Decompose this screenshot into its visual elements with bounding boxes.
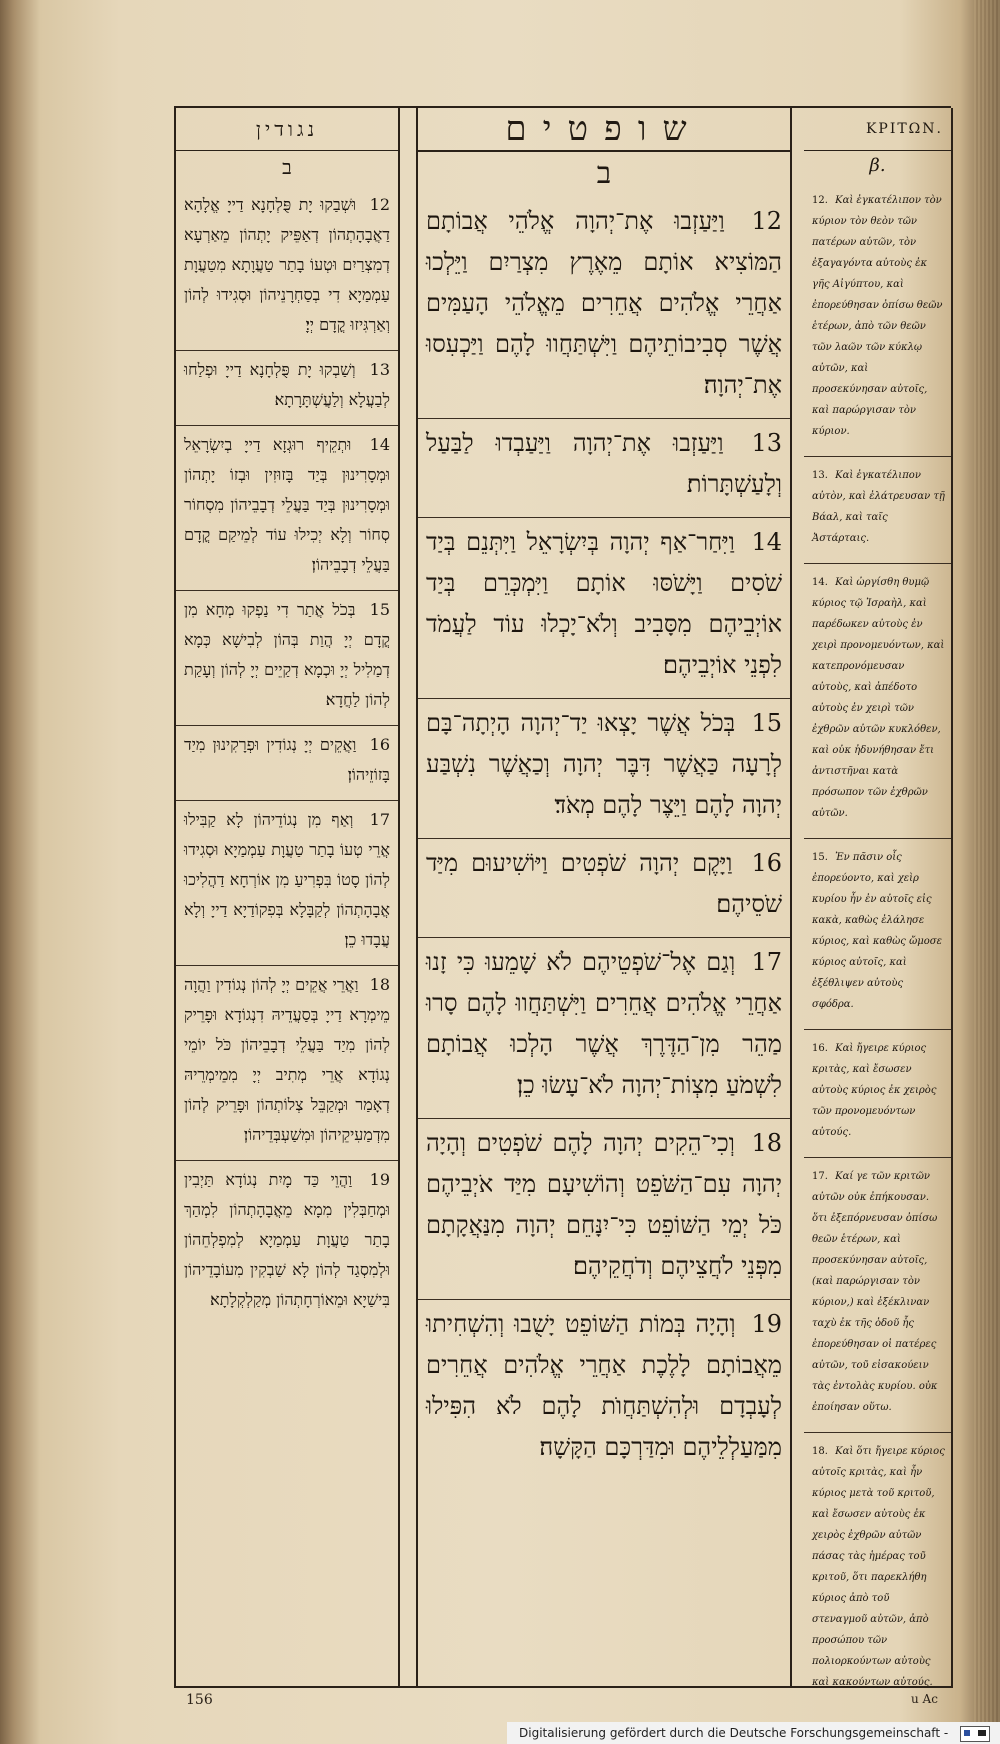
- targum-verse: [176, 186, 398, 351]
- hebrew-verse: [418, 839, 790, 938]
- hebrew-verse: [418, 938, 790, 1119]
- hebrew-verse-list: [418, 197, 790, 1480]
- greek-verse-text: Ἐν πᾶσιν οἷς ἐπορεύοντο, καὶ χεὶρ κυρίου ἦν ἐν αὐτοῖς εἰς κακὰ, καθὼς ἐλάλησε κύριος, καὶ καθὼς ὤμοσε κύριος αὐτοῖς, καὶ ἐξέθλιψεν αὐτοὺς σφόδρα.: [812, 852, 942, 1010]
- hebrew-verse: [418, 419, 790, 518]
- digitization-credit: [507, 1722, 1000, 1744]
- targum-verse-text: וַאֲקֵים יְיָ נְגוֹדִין וּפְרָקִינוּן מִיַד בָּזוֹזֵיהוֹן׃: [184, 735, 390, 784]
- greek-verse-text: Καὶ ὅτι ἤγειρε κύριος αὐτοῖς κριτὰς, καὶ ἦν κύριος μετὰ τοῦ κριτοῦ, καὶ ἔσωσεν αὐτοὺς ἐκ χειρὸς ἐχθρῶν αὐτῶν πάσας τὰς ἡμέρας τοῦ κριτοῦ, ὅτι παρεκλήθη κύριος ἀπὸ τοῦ στεναγμοῦ αὐτῶν, ἀπὸ προσώπου τῶν πολιορκούντων αὐτοὺς καὶ κακούντων αὐτούς.: [812, 1446, 945, 1688]
- targum-verse-text: וַהֲוֵי כַּד מָיִת נְגוֹדָא תַּיְבִין וּמְחַבְּלִין מִמָא מֵאֲבָהָתְהוֹן לִמְהַךְ בָתַר טַעֲוָת עַמְמַיָא לְמִפְלְחֵהוֹן וּלְמִסְגַד לְהוֹן לָא שַׁבְקִין מִעוֹבָדֵיהוֹן בִּישַׁיָא וּמֵאוֹרְחָתְהוֹן מְקַלְקְלָתָא׃: [184, 1170, 390, 1309]
- greek-verse: [804, 564, 951, 839]
- targum-verse-text: וְשַׁבְקוּ יָת פֻּלְחָנָא דַייָ וּפְלַחוּ לְבַעֲלָא וְלַעֲשְׁתָּרָתָא׃: [184, 360, 390, 409]
- greek-chapter-number: β.: [869, 155, 886, 176]
- hebrew-verse-text: וַיַּעַזְבוּ אֶת־יְהוָה וַיַּעַבְדוּ לַבַּעַל וְלָעַשְׁתָּרוֹת׃: [426, 429, 782, 498]
- hebrew-verse: [418, 518, 790, 699]
- greek-verse-text: Καί γε τῶν κριτῶν αὐτῶν οὐκ ἐπήκουσαν. ὅτι ἐξεπόρνευσαν ὀπίσω θεῶν ἑτέρων, καὶ προσεκύνησαν αὐτοῖς, (καὶ παρώργισαν τὸν κύριον,) καὶ ἐξέκλιναν ταχὺ ἐκ τῆς ὁδοῦ ἧς ἐπορεύθησαν οἱ πατέρες αὐτῶν, τοῦ εἰσακούειν τὰς ἐντολὰς κυρίου. οὐκ ἐποίησαν οὕτω.: [812, 1171, 938, 1413]
- hebrew-chapter-number: ב: [596, 156, 612, 191]
- targum-column: [174, 108, 400, 1688]
- hebrew-verse-number: 17: [751, 948, 782, 976]
- targum-verse-number: 14: [369, 435, 390, 454]
- greek-verse-text: Καὶ ὠργίσθη θυμῷ κύριος τῷ Ἰσραὴλ, καὶ παρέδωκεν αὐτοὺς ἐν χειρὶ προνομευόντων, καὶ κατεπρονόμευσαν αὐτοὺς, καὶ ἀπέδοτο αὐτοὺς ἐν χειρὶ τῶν ἐχθρῶν αὐτῶν κυκλόθεν, καὶ οὐκ ἠδυνήθησαν ἔτι ἀντιστῆναι κατὰ πρόσωπον τῶν ἐχθρῶν αὐτῶν.: [812, 577, 945, 819]
- targum-verse-number: 12: [369, 195, 390, 214]
- targum-verse-number: 17: [369, 810, 390, 829]
- greek-verse-text: Καὶ ἐγκατέλιπον αὐτὸν, καὶ ἐλάτρευσαν τῇ Βάαλ, καὶ ταῖς Ἀστάρταις.: [812, 470, 945, 544]
- targum-verse-text: וַאֲרֵי אֲקֵים יְיָ לְהוֹן נְגוֹדִין וַהֲוָה מֵימְרָא דַייָ בְּסַעֲדֵיהּ דִנְגוֹדָא וּפָרֵיק לְהוֹן מִיַד בַּעֲלֵי דְבָבֵיהוֹן כֹּל יוֹמֵי נְגוֹדָא אֲרֵי מְתִיב יְיָ מִמֵימְרֵיהּ דְאָמַר וּמְקַבֵּל צְלוֹתְהוֹן וּפָרֵיק לְהוֹן מִדְמַעִיקֵיהוֹן וּמִשַׁעְבְּדֵיהוֹן׃: [184, 975, 390, 1144]
- targum-verse: [176, 426, 398, 591]
- targum-verse: [176, 1161, 398, 1325]
- greek-verse-number: 14.: [812, 577, 828, 588]
- greek-verse: [804, 1158, 951, 1433]
- hebrew-verse: [418, 1300, 790, 1480]
- greek-verse-text: Καὶ ἤγειρε κύριος κριτὰς, καὶ ἔσωσεν αὐτοὺς κύριος ἐκ χειρὸς τῶν προνομευόντων αὐτούς.: [812, 1043, 937, 1138]
- targum-verse: [176, 351, 398, 426]
- greek-verse: [804, 457, 951, 564]
- targum-verse-text: וּתְקֵיף רוּגְזָא דַייָ בְיִשְׂרָאֵל וּמְסָרִינוּן בְּיַד בָּזוּזִין וּבְזוֹ יָתְהוֹן וּמְסָרִינוּן בְּיַד בַּעֲלֵי דְבָבֵיהוֹן מִסְחוֹר סְחוֹר וְלָא יְכִילוּ עוֹד לְמֵיקַם קֳדָם בַּעֲלֵי דְבָבֵיהוֹן׃: [184, 435, 390, 574]
- credit-text: Digitalisierung gefördert durch die Deutsche Forschungsgemeinschaft -: [519, 1726, 949, 1740]
- page-number: 156: [186, 1692, 213, 1708]
- hebrew-verse-number: 12: [751, 207, 782, 235]
- targum-verse-number: 18: [369, 975, 390, 994]
- greek-verse-number: 12.: [812, 195, 828, 206]
- hebrew-verse-text: וַיָּקֶם יְהוָה שֹׁפְטִים וַיּוֹשִׁיעוּם מִיַּד שֹׁסֵיהֶם׃: [426, 849, 782, 918]
- targum-chapter-number: ב: [282, 155, 292, 179]
- targum-verse-text: בְּכֹל אֲתַר דִי נַפְקוּ מְחָא מִן קֳדָם יְיָ הֲוַת בְּהוֹן לְבִישָׁא כְּמָא דְמַלִיל יְיָ וּכְמָא דְקַיֵים יְיָ לְהוֹן וְעָקַת לְהוֹן לַחֲדָא׃: [184, 600, 390, 709]
- signature-mark: u Ac: [911, 1692, 938, 1706]
- greek-verse-number: 13.: [812, 470, 828, 481]
- dfg-logo-icon: [960, 1726, 990, 1742]
- hebrew-verse-number: 18: [751, 1129, 782, 1157]
- targum-verse-number: 13: [369, 360, 390, 379]
- targum-verse-list: [176, 186, 398, 1325]
- targum-verse-text: וּשְׁבַקוּ יָת פֻּלְחָנָא דַייָ אֱלָהָא דַאֲבָהָתְהוֹן דְאַפֵּיק יָתְהוֹן מֵאַרְעָא דְמִצְרַיִם וּטְעוֹ בָתַר טַעֲוָתָא מִטַעֲוָת עַמְמַיָא דִי בְסַחְרָנֵיהוֹן וּסְגִידוּ לְהוֹן וְאַרְגִּיזוּ קֳדָם יְיָ׃: [184, 195, 390, 334]
- hebrew-verse-number: 16: [751, 849, 782, 877]
- greek-verse-number: 16.: [812, 1043, 828, 1054]
- hebrew-verse-text: וְכִי־הֵקִים יְהוָה לָהֶם שֹׁפְטִים וְהָיָה יְהוָה עִם־הַשֹּׁפֵט וְהוֹשִׁיעָם מִיַּד אֹיְבֵיהֶם כֹּל יְמֵי הַשּׁוֹפֵט כִּי־יִנָּחֵם יְהוָה מִנַּאֲקָתָם מִפְּנֵי לֹחֲצֵיהֶם וְדֹחֲקֵיהֶם׃: [426, 1129, 782, 1280]
- greek-verse: [804, 1433, 951, 1688]
- footer-rule: [174, 1686, 953, 1688]
- greek-verse-number: 15.: [812, 852, 828, 863]
- greek-verse-list: [804, 182, 951, 1688]
- targum-header: נגודין: [176, 108, 398, 151]
- hebrew-verse-number: 19: [751, 1310, 782, 1338]
- greek-verse-number: 17.: [812, 1171, 828, 1182]
- targum-verse: [176, 591, 398, 726]
- hebrew-verse-text: וְגַם אֶל־שֹׁפְטֵיהֶם לֹא שָׁמֵעוּ כִּי זָנוּ אַחֲרֵי אֱלֹהִים אֲחֵרִים וַיִּשְׁתַּחֲווּ לָהֶם סָרוּ מַהֵר מִן־הַדֶּרֶךְ אֲשֶׁר הָלְכוּ אֲבוֹתָם לִשְׁמֹעַ מִצְוֹת־יְהוָה לֹא־עָשׂוּ כֵן׃: [426, 948, 782, 1099]
- targum-verse-text: וְאַף מִן נְגוֹדֵיהוֹן לָא קַבִּילוּ אֲרֵי טְעוֹ בָתַר טַעֲוָת עַמְמַיָא וּסְגִידוּ לְהוֹן סָטוֹ בִּפְרִיעַ מִן אוֹרְחָא דַהֲלִיכוּ אֲבָהָתְהוֹן לְקַבָּלָא בְּפִקוֹדַיָא דַייָ וְלָא עֲבָדוּ כֵן׃: [184, 810, 390, 949]
- greek-verse: [804, 1030, 951, 1158]
- targum-verse: [176, 726, 398, 801]
- hebrew-verse-text: וַיַּעַזְבוּ אֶת־יְהוָה אֱלֹהֵי אֲבוֹתָם הַמּוֹצִיא אוֹתָם מֵאֶרֶץ מִצְרַיִם וַיֵּלְכוּ אַחֲרֵי אֱלֹהִים אֲחֵרִים מֵאֱלֹהֵי הָעַמִּים אֲשֶׁר סְבִיבוֹתֵיהֶם וַיִּשְׁתַּחֲווּ לָהֶם וַיַּכְעִסוּ אֶת־יְהוָה׃: [426, 207, 782, 399]
- text-frame: [174, 106, 951, 1688]
- greek-header: ΚΡΙΤΩΝ.: [804, 108, 951, 151]
- hebrew-verse: [418, 1119, 790, 1300]
- hebrew-column: [416, 108, 792, 1688]
- hebrew-verse-number: 14: [751, 528, 782, 556]
- greek-verse: [804, 839, 951, 1030]
- hebrew-header: שופטים: [418, 108, 790, 152]
- targum-verse: [176, 966, 398, 1161]
- targum-verse-number: 15: [369, 600, 390, 619]
- page-edge: [974, 0, 1000, 1744]
- targum-verse: [176, 801, 398, 966]
- targum-verse-number: 16: [369, 735, 391, 754]
- hebrew-verse-number: 13: [751, 429, 782, 457]
- hebrew-verse-number: 15: [751, 709, 782, 737]
- greek-verse-number: 18.: [812, 1446, 828, 1457]
- hebrew-verse-text: וַיִּחַר־אַף יְהוָה בְּיִשְׂרָאֵל וַיִּתְּנֵם בְּיַד שֹׁסִים וַיָּשֹׁסּוּ אוֹתָם וַיִּמְכְּרֵם בְּיַד אוֹיְבֵיהֶם מִסָּבִיב וְלֹא־יָכְלוּ עוֹד לַעֲמֹד לִפְנֵי אוֹיְבֵיהֶם׃: [426, 528, 782, 679]
- hebrew-verse-text: בְּכֹל אֲשֶׁר יָצְאוּ יַד־יְהוָה הָיְתָה־בָּם לְרָעָה כַּאֲשֶׁר דִּבֶּר יְהוָה וְכַאֲשֶׁר נִשְׁבַּע יְהוָה לָהֶם וַיֵּצֶר לָהֶם מְאֹד׃: [426, 709, 782, 819]
- hebrew-verse: [418, 197, 790, 419]
- greek-column: [804, 108, 953, 1688]
- hebrew-verse-text: וְהָיָה בְּמוֹת הַשּׁוֹפֵט יָשֻׁבוּ וְהִשְׁחִיתוּ מֵאֲבוֹתָם לָלֶכֶת אַחֲרֵי אֱלֹהִים אֲחֵרִים לְעָבְדָם וּלְהִשְׁתַּחֲוֺת לָהֶם לֹא הִפִּילוּ מִמַּעַלְלֵיהֶם וּמִדַּרְכָּם הַקָּשָׁה׃: [426, 1310, 782, 1461]
- hebrew-verse: [418, 699, 790, 839]
- greek-verse-text: Καὶ ἐγκατέλιπον τὸν κύριον τὸν θεὸν τῶν πατέρων αὐτῶν, τὸν ἐξαγαγόντα αὐτοὺς ἐκ γῆς Αἰγύπτου, καὶ ἐπορεύθησαν ὀπίσω θεῶν ἑτέρων, ἀπὸ τῶν θεῶν τῶν λαῶν τῶν κύκλῳ αὐτῶν, καὶ προσεκύνησαν αὐτοῖς, καὶ παρώργισαν τὸν κύριον.: [812, 195, 943, 437]
- targum-verse-number: 19: [369, 1170, 390, 1189]
- greek-verse: [804, 182, 951, 457]
